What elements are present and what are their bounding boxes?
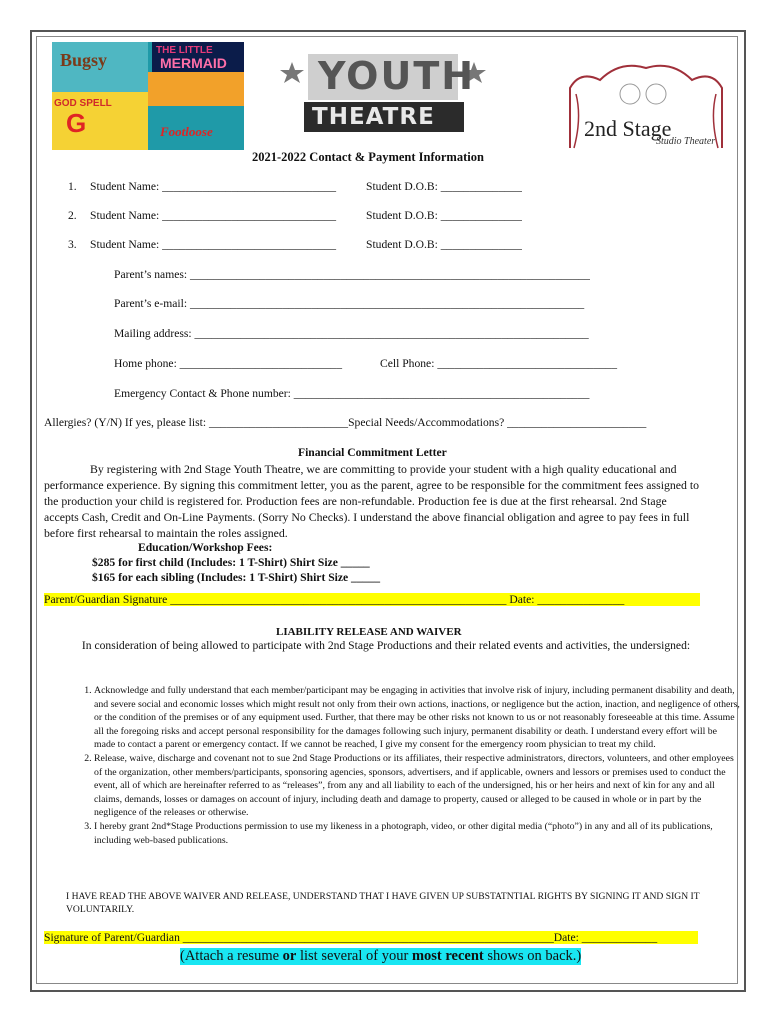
youth-word: YOUTH — [318, 54, 476, 98]
waiver-title: LIABILITY RELEASE AND WAIVER — [276, 626, 462, 638]
fee-sibling: $165 for each sibling (Includes: 1 T-Shirt) Shirt Size _____ — [92, 571, 381, 584]
bugsy-title: Bugsy — [60, 50, 108, 70]
student-1-number: 1. — [68, 180, 77, 193]
mermaid-title: MERMAID — [160, 55, 227, 71]
fee-first-child: $285 for first child (Includes: 1 T-Shirt) Shirt Size _____ — [92, 556, 370, 569]
godspell-title: GOD SPELL — [54, 98, 112, 109]
commitment-body: By registering with 2nd Stage Youth Theatre, we are committing to provide your student with a high quality educational and performance experience. By signing this commitment letter, you as the parent, agree to be responsible for the commitment fees assigned to the production your child is registered for. Production fees are non-refundable. Production fee is due at the first rehearsal. 2nd Stage accepts Cash, Credit and On-Line Payments. (Sorry No Checks). I understand the above financial obligation and agree to pay fees in full before first rehearsal to maintain the roles assigned. — [44, 462, 700, 540]
emergency-contact-field[interactable]: Emergency Contact & Phone number: ___________________________________________________ — [114, 387, 590, 400]
commitment-title: Financial Commitment Letter — [298, 446, 447, 459]
waiver-item-1: 1. Acknowledge and fully understand that each member/participant may be engaging in activities that involve risk of injury, including permanent disability and death, and severe social and economic losses which might result not only from their own actions, inactions, or negligence but the action, inaction, and negligence of others, or the condition of the premises or of any equipment used. Further, that there may be other risks not known to us or not reasonably foreseeable at this time. Assume all the foregoing risks and accept personal responsibility for the damages following such injury, permanent disability or death. I understand every effort will be made to contact a parent or emergency contact. If we cannot be reached, I give my consent for the emergency room physician to treat my child. — [94, 684, 740, 752]
note-part-3: shows on back.) — [483, 948, 582, 964]
attach-resume-note — [180, 948, 581, 965]
fees-title: Education/Workshop Fees: — [138, 541, 273, 554]
theatre-word: THEATRE — [312, 104, 435, 130]
student-2-dob-field[interactable]: Student D.O.B: ______________ — [366, 209, 522, 222]
waiver-intro: In consideration of being allowed to participate with 2nd Stage Productions and their related events and activities, the undersigned: — [81, 639, 691, 652]
note-part-1: (Attach a resume — [180, 948, 283, 964]
second-stage-title: 2nd Stage — [584, 116, 672, 141]
student-1-dob-field[interactable]: Student D.O.B: ______________ — [366, 180, 522, 193]
waiver-list — [66, 684, 740, 847]
note-part-2: list several of your — [296, 948, 412, 964]
youth-theatre-logo — [268, 52, 498, 136]
studio-theater-subtitle: Studio Theater — [656, 136, 716, 147]
parent-email-field[interactable]: Parent’s e-mail: ____________________________________________________________________ — [114, 297, 585, 310]
cell-phone-field[interactable]: Cell Phone: _______________________________ — [380, 357, 618, 370]
form-title: 2021-2022 Contact & Payment Information — [252, 150, 484, 164]
parent-names-field[interactable]: Parent’s names: _____________________________________________________________________ — [114, 268, 590, 281]
second-stage-logo — [560, 58, 732, 154]
waiver-item-3: 3. I hereby grant 2nd*Stage Productions permission to use my likeness in a photograph, video, or other digital media (“photo”) in any and all of its publications, including web-based publications. — [94, 820, 740, 847]
godspell-g-mark: G — [66, 108, 87, 138]
footloose-title: Footloose — [160, 124, 213, 139]
allergies-field[interactable]: Allergies? (Y/N) If yes, please list: ________________________Special Needs/Accommodations? ________________________ — [44, 416, 647, 429]
note-or: or — [282, 948, 297, 964]
student-3-number: 3. — [68, 238, 77, 251]
student-2-name-field[interactable]: Student Name: ______________________________ — [90, 209, 337, 222]
student-2-number: 2. — [68, 209, 77, 222]
waiver-acknowledgement: I HAVE READ THE ABOVE WAIVER AND RELEASE, UNDERSTAND THAT I HAVE GIVEN UP SUBSTATNTIAL RIGHTS BY SIGNING IT AND SIGN IT VOLUNTARILY. — [66, 891, 700, 915]
student-3-dob-field[interactable]: Student D.O.B: ______________ — [366, 238, 522, 251]
little-mermaid-title: THE LITTLE — [156, 45, 213, 56]
student-1-name-field[interactable]: Student Name: ______________________________ — [90, 180, 337, 193]
shows-collage-logo — [52, 42, 244, 150]
home-phone-field[interactable]: Home phone: ____________________________ — [114, 357, 342, 370]
student-3-name-field[interactable]: Student Name: ______________________________ — [90, 238, 337, 251]
waiver-item-2: 2. Release, waive, discharge and covenant not to sue 2nd Stage Productions or its affiliates, their respective administrators, directors, volunteers, and other employees of the organization, other members/participants, sponsoring agencies, sponsors, advertisers, and if applicable, owners and lessors or premises used to conduct the event, all of which are hereinafter referred to as “releases”, from any and all liability to each of the undersigned, his or her heirs and next of kin for any and all claims, demands, losses or damages on account of injury, including death and damage to property, caused or alleged to be caused in whole or in part by the negligence of the releases or otherwise. — [94, 752, 740, 820]
note-most-recent: most recent — [411, 948, 484, 964]
parent-signature-field[interactable]: Parent/Guardian Signature __________________________________________________________ Date: _______________ — [44, 593, 700, 606]
mailing-address-field[interactable]: Mailing address: ____________________________________________________________________ — [114, 327, 589, 340]
guardian-signature-field[interactable]: Signature of Parent/Guardian ________________________________________________________________Date: _____________ — [44, 931, 698, 944]
